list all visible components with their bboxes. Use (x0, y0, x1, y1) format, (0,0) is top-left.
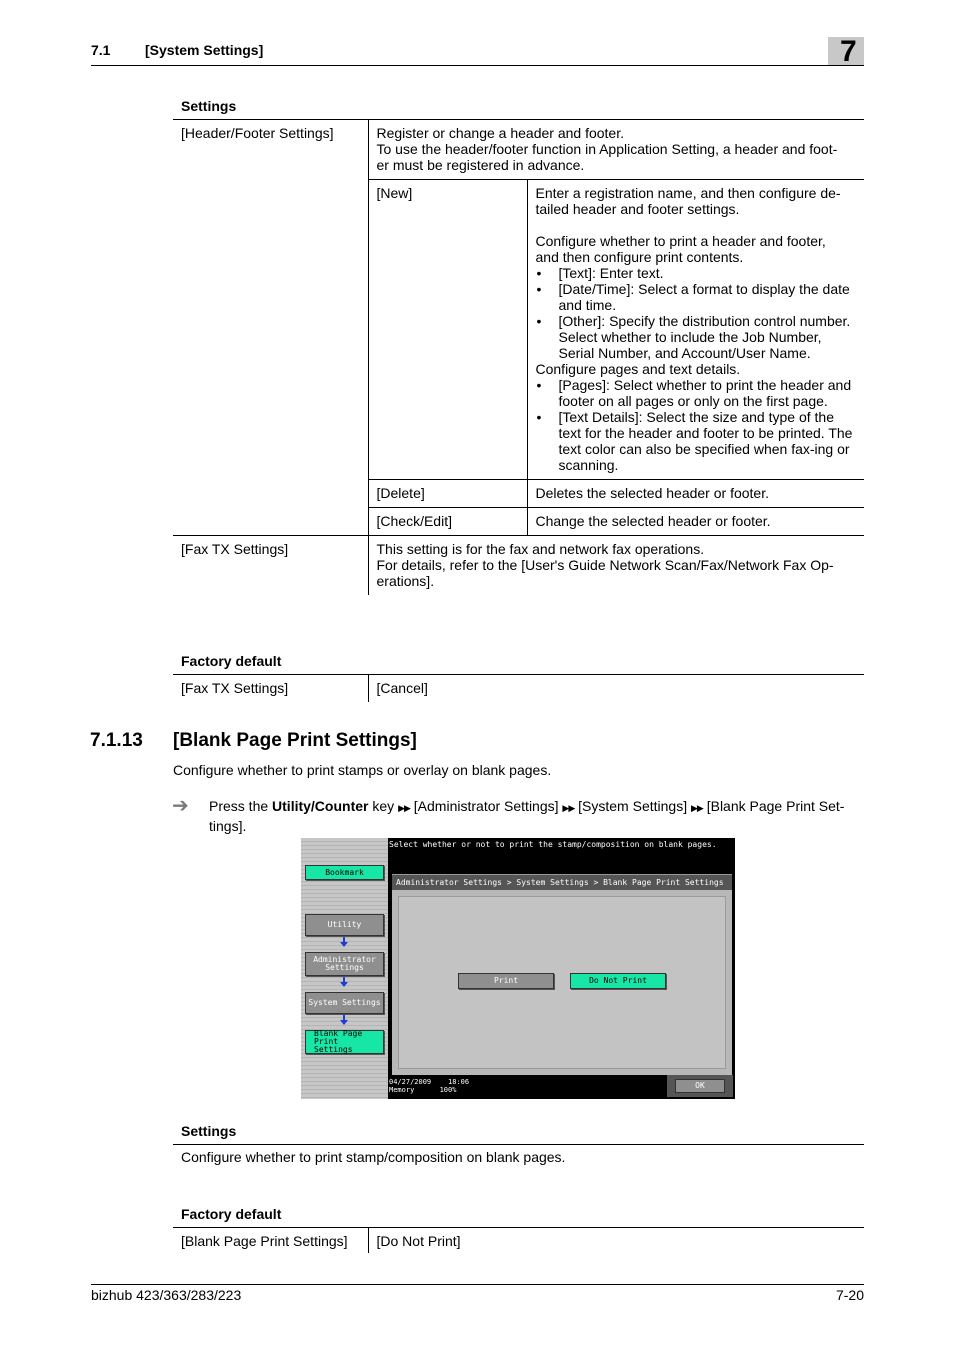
double-arrow-icon: ▶▶ (398, 803, 410, 813)
status-memory-value: 100% (439, 1086, 457, 1094)
down-arrow-icon (340, 982, 348, 987)
cell-header-footer-key: [Header/Footer Settings] (181, 125, 334, 141)
step-text: [Blank Page Print Set- tings]. (209, 798, 845, 834)
factory-default-table (173, 674, 864, 702)
step-text: Press the (209, 798, 273, 814)
cell-check-key: [Check/Edit] (368, 508, 527, 536)
settings-panel (392, 890, 732, 1075)
down-arrow-icon (340, 1020, 348, 1025)
section-intro: Configure whether to print stamps or overlay on blank pages. (173, 762, 552, 778)
settings-rule-2 (173, 1144, 864, 1145)
nav-utility-button[interactable]: Utility (305, 914, 384, 936)
new-pages-intro: Configure pages and text details. (535, 361, 741, 377)
double-arrow-icon: ▶▶ (562, 803, 575, 813)
list-item: • [Text]: Enter text. (559, 265, 857, 281)
bookmark-button[interactable]: Bookmark (305, 865, 384, 880)
step-instruction (209, 797, 865, 835)
cell-fax-desc: This setting is for the fax and network fax operations. For details, refer to the [User's Guide Network Scan/Fax/Network Fax Op- erations]. (368, 536, 864, 596)
cell-factory-value-2: [Do Not Print] (368, 1228, 864, 1254)
new-print-intro: Configure whether to print a header and footer, and then configure print contents. (535, 233, 826, 265)
step-text: [Administrator Settings] (409, 798, 563, 814)
screen-message: Select whether or not to print the stamp/composition on blank pages. (389, 840, 717, 849)
header-rule (91, 65, 864, 66)
cell-delete-desc: Deletes the selected header or footer. (527, 480, 864, 508)
nav-admin-settings-button[interactable]: Administrator Settings (305, 952, 384, 976)
settings-table (173, 119, 864, 595)
double-arrow-icon: ▶▶ (690, 803, 703, 813)
cell-delete-key: [Delete] (368, 480, 527, 508)
cell-factory-value: [Cancel] (368, 675, 864, 703)
settings-panel-inner (398, 896, 726, 1069)
status-bar (389, 1078, 469, 1094)
cell-factory-key: [Fax TX Settings] (181, 680, 289, 696)
section-number: 7.1.13 (90, 730, 143, 751)
footer-page-number: 7-20 (835, 1287, 864, 1303)
settings-desc-2: Configure whether to print stamp/composition on blank pages. (181, 1149, 566, 1165)
chapter-number: 7 (840, 35, 857, 68)
running-header (91, 42, 263, 58)
settings-label: Settings (181, 98, 237, 114)
do-not-print-button[interactable]: Do Not Print (570, 973, 666, 989)
cell-header-footer-desc: Register or change a header and footer. To use the header/footer function in Application Setting, a header and foot- er must be registered in advance. (368, 120, 864, 180)
cell-new-key: [New] (368, 180, 527, 480)
new-intro: Enter a registration name, and then configure de- tailed header and footer settings. (535, 185, 841, 217)
step-text: [System Settings] (574, 798, 691, 814)
print-button[interactable]: Print (458, 973, 554, 989)
list-item: • [Other]: Specify the distribution control number. Select whether to include the Job Number, Serial Number, and Account/User Name. (559, 313, 857, 361)
ok-button-frame (667, 1075, 733, 1097)
new-bullet-list-1 (536, 265, 857, 361)
down-arrow-icon (340, 942, 348, 947)
screen-breadcrumb: Administrator Settings > System Settings > Blank Page Print Settings (392, 874, 732, 890)
factory-default-table-2 (173, 1227, 864, 1253)
cell-fax-key: [Fax TX Settings] (181, 541, 289, 557)
step-arrow-icon: ➔ (172, 795, 189, 817)
factory-default-label-2: Factory default (181, 1206, 282, 1222)
list-item: • [Text Details]: Select the size and type of the text for the header and footer to be printed. The text color can also be specified when fax-ing or scanning. (559, 409, 857, 473)
device-screen (301, 838, 735, 1099)
settings-label-2: Settings (181, 1123, 237, 1139)
factory-default-label: Factory default (181, 653, 282, 669)
list-item: • [Pages]: Select whether to print the header and footer on all pages or only on the first page. (559, 377, 857, 409)
ok-button[interactable]: OK (675, 1079, 725, 1093)
cell-check-desc: Change the selected header or footer. (527, 508, 864, 536)
status-time: 18:06 (448, 1078, 470, 1086)
utility-counter-key: Utility/Counter (272, 798, 369, 814)
footer-rule (91, 1284, 864, 1285)
footer-model: bizhub 423/363/283/223 (91, 1287, 242, 1303)
nav-system-settings-button[interactable]: System Settings (305, 992, 384, 1014)
list-item: • [Date/Time]: Select a format to display the date and time. (559, 281, 857, 313)
status-memory-label: Memory (389, 1086, 415, 1094)
nav-blank-page-button[interactable]: Blank Page Print Settings (305, 1030, 384, 1054)
section-title: [Blank Page Print Settings] (173, 730, 417, 751)
cell-factory-key-2: [Blank Page Print Settings] (181, 1233, 348, 1249)
section-heading (90, 730, 417, 752)
header-section-title: [System Settings] (145, 42, 264, 58)
status-date: 04/27/2009 (389, 1078, 432, 1086)
cell-new-desc (527, 180, 864, 480)
step-text: key (368, 798, 399, 814)
new-bullet-list-2 (536, 377, 857, 473)
header-section-number: 7.1 (91, 42, 111, 58)
